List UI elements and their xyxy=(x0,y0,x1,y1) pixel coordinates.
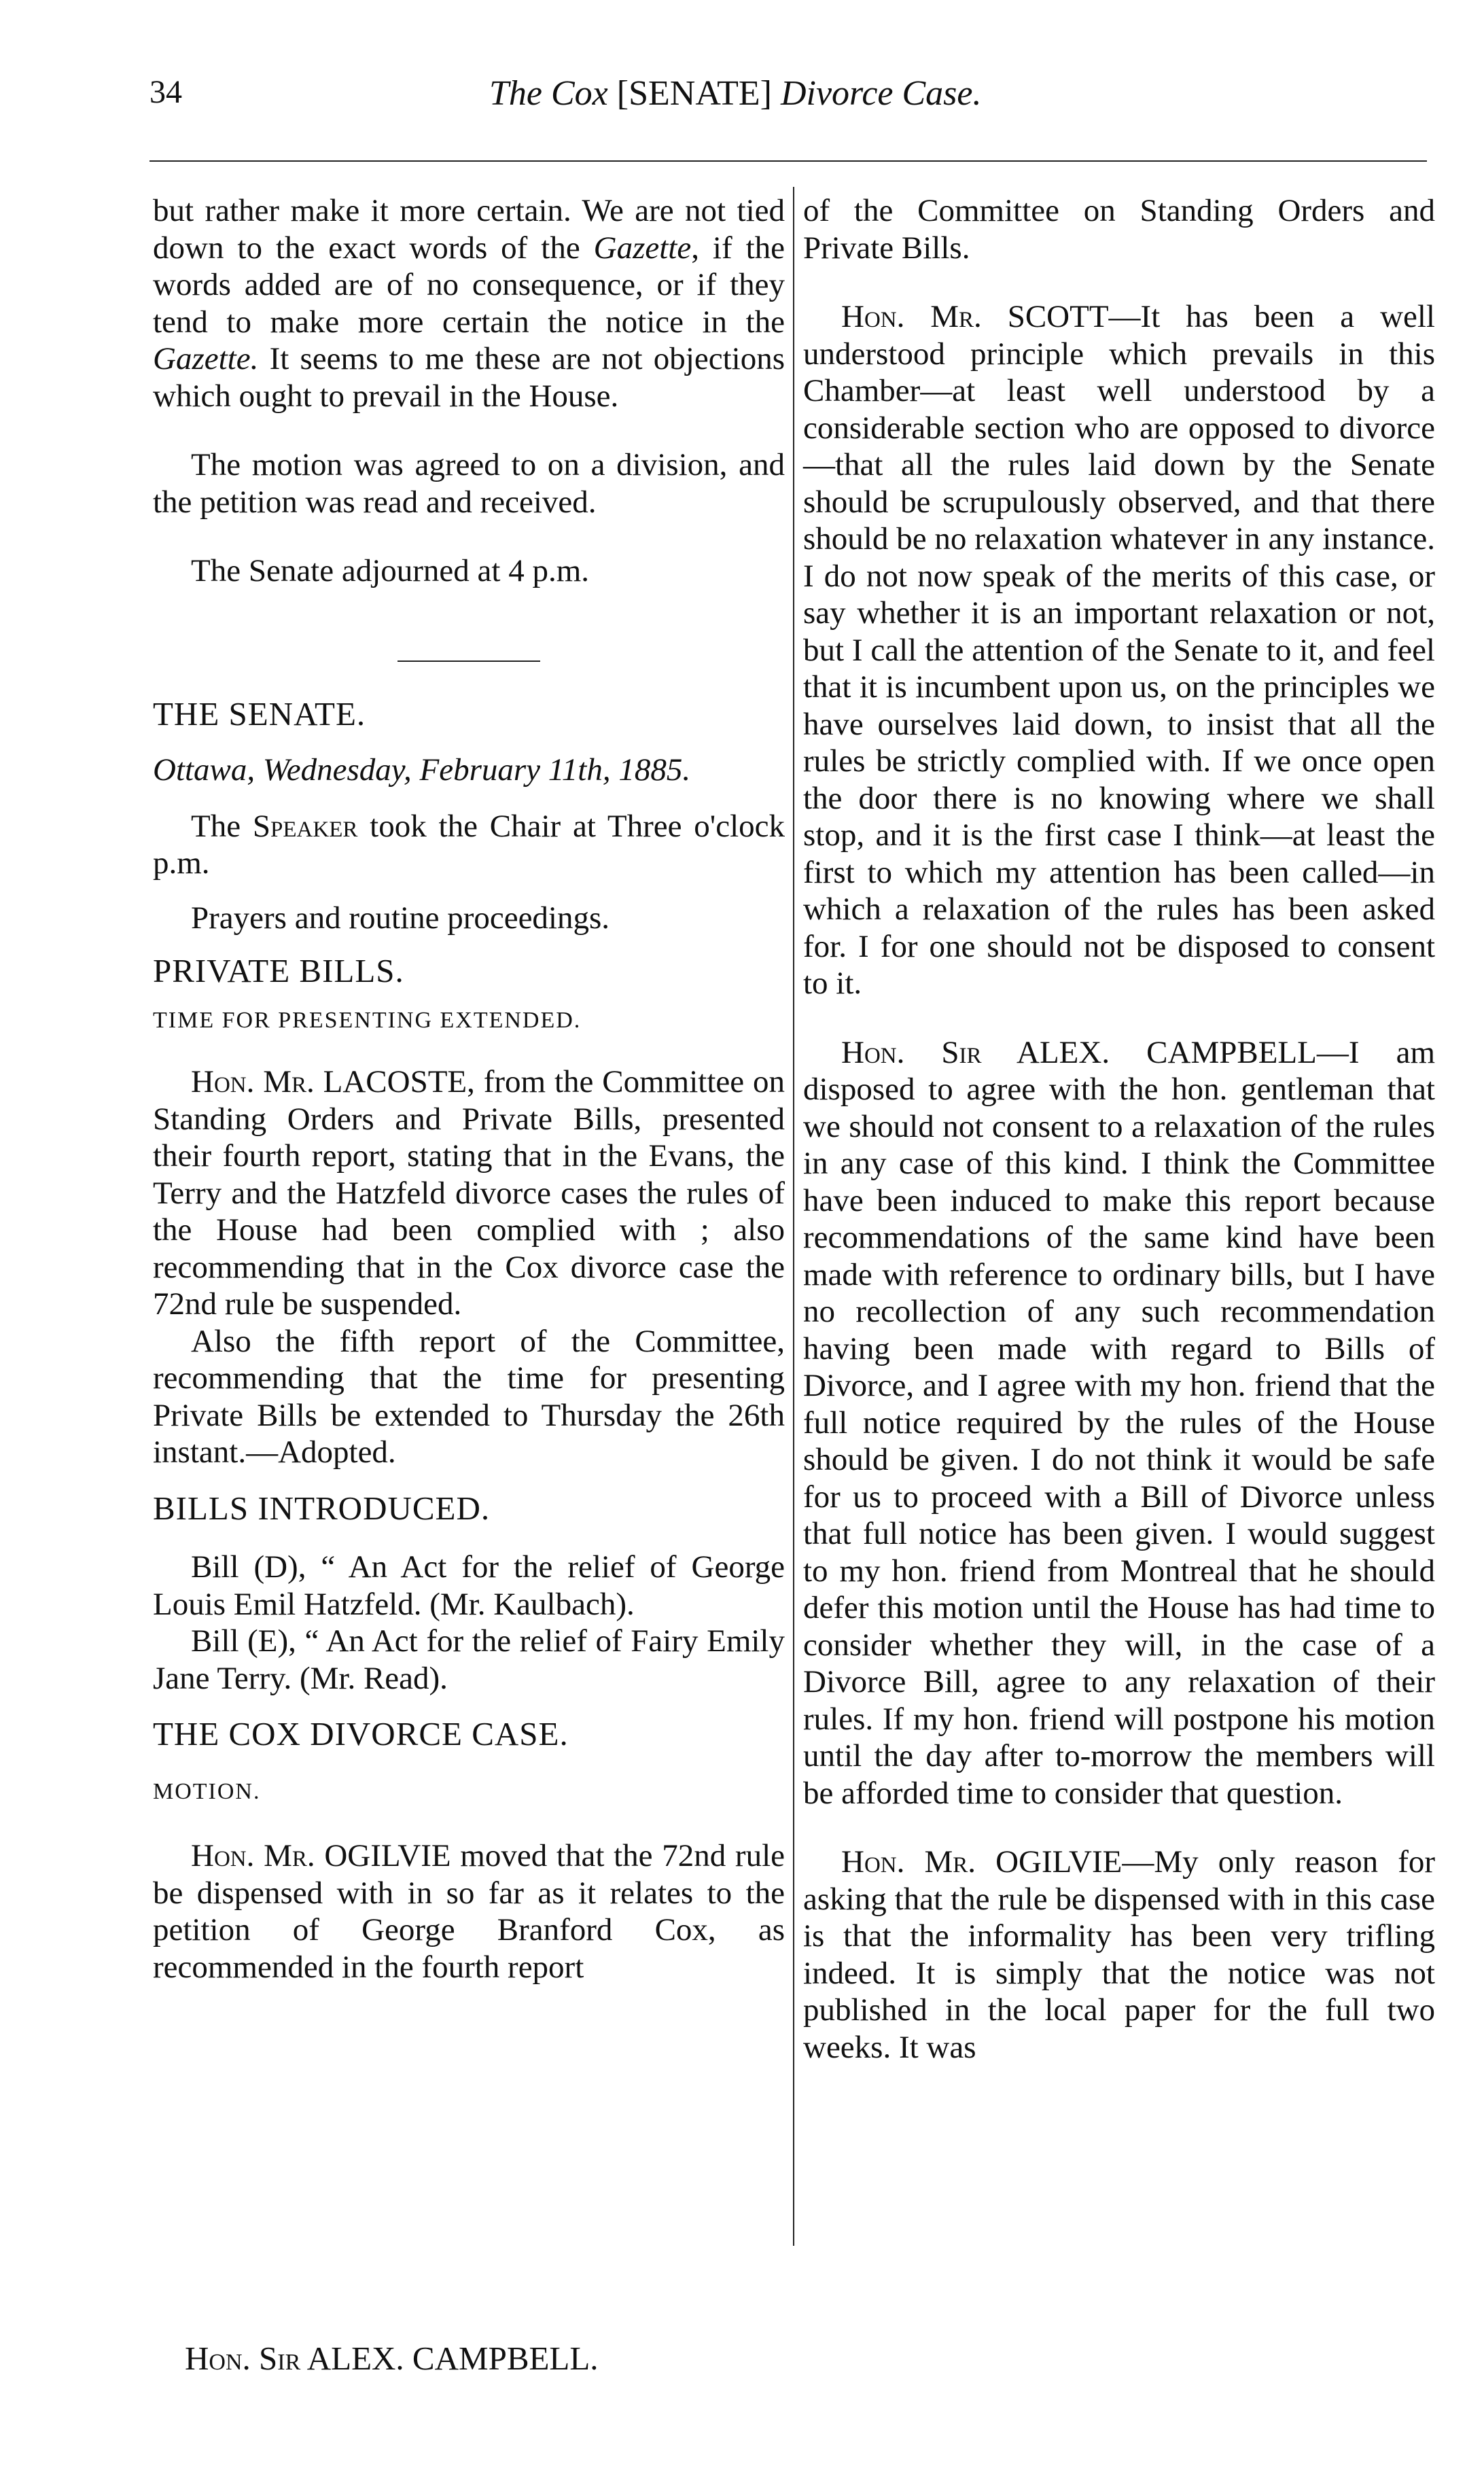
speaker-name: Hon. Mr. SCOTT xyxy=(841,299,1109,334)
ogilvie-speech: Hon. Mr. OGILVIE—My only reason for asking that the rule be dispensed with in this case is that the informality has been very trifling indeed. It is simply that the notice was not published in the local paper for the full two weeks. It was xyxy=(803,1844,1435,2065)
bill-e-paragraph: Bill (E), “ An Act for the relief of Fairy Emily Jane Terry. (Mr. Read). xyxy=(153,1623,785,1696)
speaker-name: Hon. Mr. OGILVIE xyxy=(191,1838,451,1873)
time-extended-subheading: TIME FOR PRESENTING EXTENDED. xyxy=(153,1007,582,1033)
cox-divorce-heading: THE COX DIVORCE CASE. xyxy=(153,1715,569,1752)
adjournment-paragraph: The Senate adjourned at 4 p.m. xyxy=(191,553,590,588)
running-header xyxy=(149,73,1427,128)
senate-heading: THE SENATE. xyxy=(153,694,366,733)
title-divorce-case: Divorce Case. xyxy=(780,74,982,113)
motion-agreed-paragraph: The motion was agreed to on a division, and the petition was read and received. xyxy=(153,447,785,520)
catchline: Hon. Sir ALEX. CAMPBELL. xyxy=(185,2340,599,2377)
ogilvie-motion-paragraph: Hon. Mr. OGILVIE moved that the 72nd rule be dispensed with in so far as it relates to the petition of George Branford Cox, as recommended in the fourth report xyxy=(153,1838,785,1985)
paragraph-continuation: but rather make it more certain. We are not tied down to the exact words of the Gazette, if the words added are of no consequence, or if they tend to make more certain the notice in the Gazette. It seems to me these are not objections which ought to prevail in the House. xyxy=(153,193,785,414)
private-bills-heading: PRIVATE BILLS. xyxy=(153,952,404,989)
prayers-paragraph: Prayers and routine proceedings. xyxy=(191,900,610,936)
bills-introduced-heading: BILLS INTRODUCED. xyxy=(153,1489,491,1527)
left-column xyxy=(153,192,785,1986)
speaker-name: Hon. Mr. OGILVIE xyxy=(841,1844,1123,1880)
fifth-report-paragraph: Also the fifth report of the Committee, recommending that the time for presenting Private Bills be extended to Thursday the 26th instant.—Adopted. xyxy=(153,1323,785,1470)
dateline: Ottawa, Wednesday, February 11th, 1885. xyxy=(153,752,691,788)
scott-speech: Hon. Mr. SCOTT—It has been a well understood principle which prevails in this Chamber—at least well understood by a considerable section who are opposed to divorce—that all the rules laid down by the Senate should be scrupulously observed, and that there should be no relaxation whatever in any instance. I do not now speak of the merits of this case, or say whether it is an important relaxation or not, but I call the attention of the Senate to it, and feel that it is incumbent upon us, on the principles we have ourselves laid down, to insist that all the rules be strictly complied with. If we once open the door there is no knowing where we shall stop, and it is the first case I think—at least the first to which my attention has been called—in which a relaxation of the rules has been asked for. I for one should not be disposed to consent to it. xyxy=(803,299,1435,1001)
paragraph-continuation: of the Committee on Standing Orders and Private Bills. xyxy=(803,193,1435,266)
speaker-paragraph: The Speaker took the Chair at Three o'clock p.m. xyxy=(153,808,785,881)
motion-subheading: MOTION. xyxy=(153,1778,261,1804)
bill-d-paragraph: Bill (D), “ An Act for the relief of George Louis Emil Hatzfeld. (Mr. Kaulbach). xyxy=(153,1549,785,1622)
right-column xyxy=(803,192,1435,2066)
speaker-name: Hon. Sir ALEX. CAMPBELL xyxy=(841,1034,1317,1070)
header-rule xyxy=(149,160,1427,162)
page-number: 34 xyxy=(149,74,182,110)
speaker-name: Hon. Mr. LACOSTE, xyxy=(191,1064,475,1099)
running-title xyxy=(489,73,982,113)
title-the-cox: The Cox xyxy=(489,74,608,113)
title-senate: [SENATE] xyxy=(616,74,772,113)
column-divider xyxy=(793,187,794,2246)
lacoste-paragraph: Hon. Mr. LACOSTE, from the Committee on Standing Orders and Private Bills, presented their fourth report, stating that in the Evans, the Terry and the Hatzfeld divorce cases the rules of the House had been complied with ; also recommending that in the Cox divorce case the 72nd rule be suspended. xyxy=(153,1064,785,1322)
campbell-speech: Hon. Sir ALEX. CAMPBELL—I am disposed to agree with the hon. gentleman that we should not consent to a relaxation of the rules in any case of this kind. I think the Committee have been induced to make this report because recommendations of the same kind have been made with reference to ordinary bills, but I have no recollection of any such recommendation having been made with regard to Bills of Divorce, and I agree with my hon. friend that the full notice required by the rules of the House should be given. I do not think it would be safe for us to proceed with a Bill of Divorce unless that full notice has been given. I would suggest to my hon. friend from Montreal that he should defer this motion until the House has had time to consider whether they will, in the case of a Divorce Bill, agree to any relaxation of their rules. If my hon. friend will postpone his motion until the day after to-morrow the members will be afforded time to consider that question. xyxy=(803,1034,1435,1811)
